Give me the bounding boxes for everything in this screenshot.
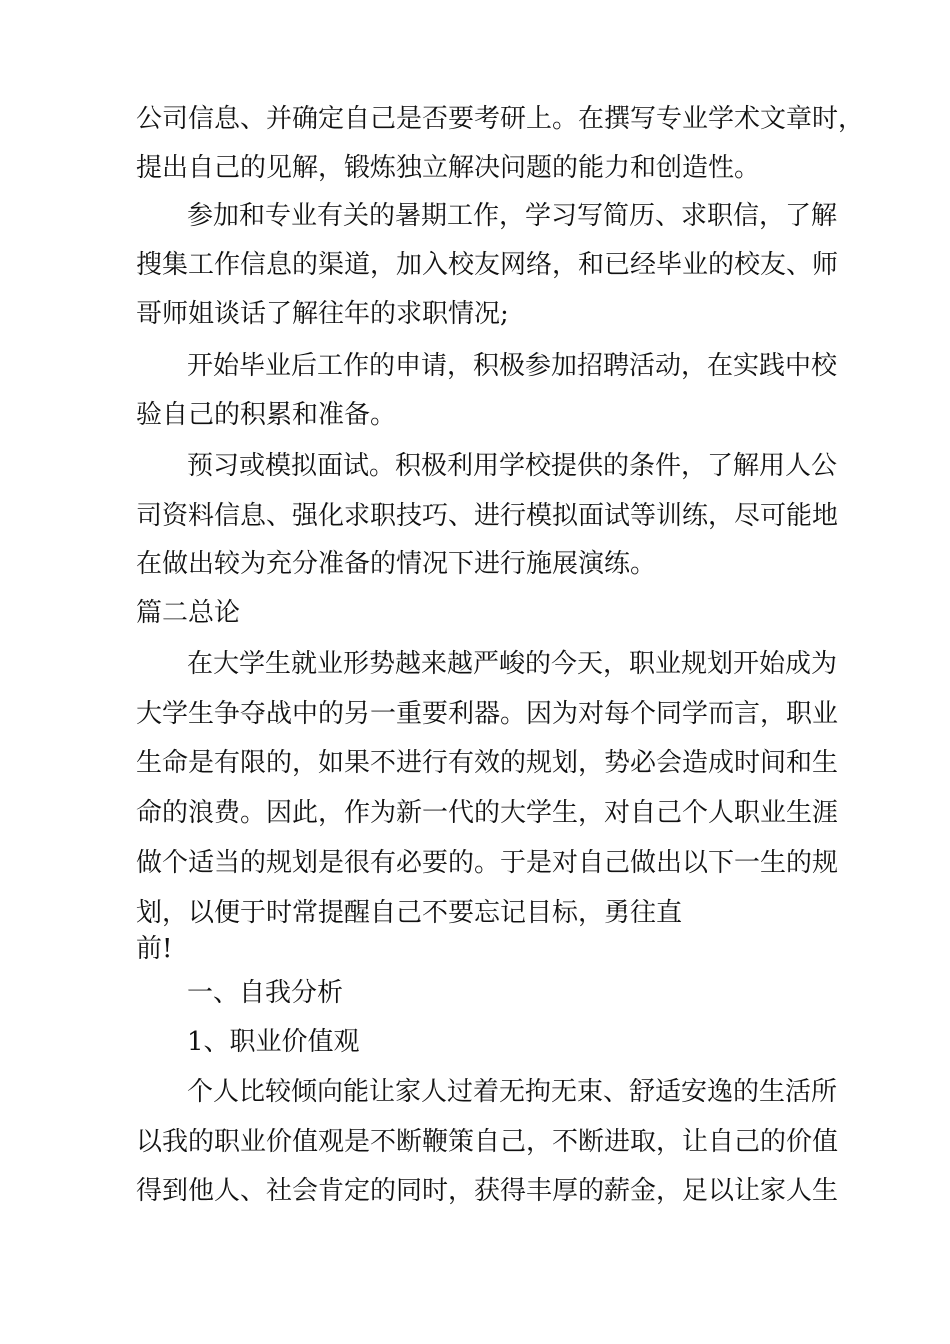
text-line: 在做出较为充分准备的情况下进行施展演练。	[136, 549, 657, 579]
text-line: 验自己的积累和准备。	[136, 400, 397, 430]
section-heading: 篇二总论	[136, 598, 241, 628]
text-line: 公司信息、并确定自己是否要考研上。在撰写专业学术文章时，	[136, 104, 865, 134]
text-line: 命的浪费。因此，作为新一代的大学生，对自己个人职业生涯	[136, 798, 839, 828]
text-line: 生命是有限的，如果不进行有效的规划，势必会造成时间和生	[136, 748, 839, 778]
text-line: 做个适当的规划是很有必要的。于是对自己做出以下一生的规	[136, 848, 839, 878]
subheading: 一、自我分析	[187, 978, 344, 1008]
subheading: 1、职业价值观	[187, 1027, 360, 1057]
text-line: 以我的职业价值观是不断鞭策自己，不断进取，让自己的价值	[136, 1127, 839, 1157]
text-line: 搜集工作信息的渠道，加入校友网络，和已经毕业的校友、师	[136, 250, 839, 280]
text-line: 司资料信息、强化求职技巧、进行模拟面试等训练，尽可能地	[136, 501, 839, 531]
text-line: 哥师姐谈话了解往年的求职情况;	[136, 299, 509, 329]
text-line: 参加和专业有关的暑期工作，学习写简历、求职信，了解	[187, 201, 838, 231]
text-line: 开始毕业后工作的申请，积极参加招聘活动，在实践中校	[187, 351, 838, 381]
text-line: 个人比较倾向能让家人过着无拘无束、舒适安逸的生活所	[187, 1077, 838, 1107]
text-line: 提出自己的见解，锻炼独立解决问题的能力和创造性。	[136, 153, 761, 183]
text-line: 划，以便于时常提醒自己不要忘记目标，勇往直	[136, 898, 683, 928]
text-line: 在大学生就业形势越来越严峻的今天，职业规划开始成为	[187, 649, 838, 679]
text-line: 前!	[136, 934, 173, 964]
text-line: 得到他人、社会肯定的同时，获得丰厚的薪金，足以让家人生	[136, 1176, 839, 1206]
text-line: 大学生争夺战中的另一重要利器。因为对每个同学而言，职业	[136, 699, 839, 729]
text-line: 预习或模拟面试。积极利用学校提供的条件，了解用人公	[187, 451, 838, 481]
